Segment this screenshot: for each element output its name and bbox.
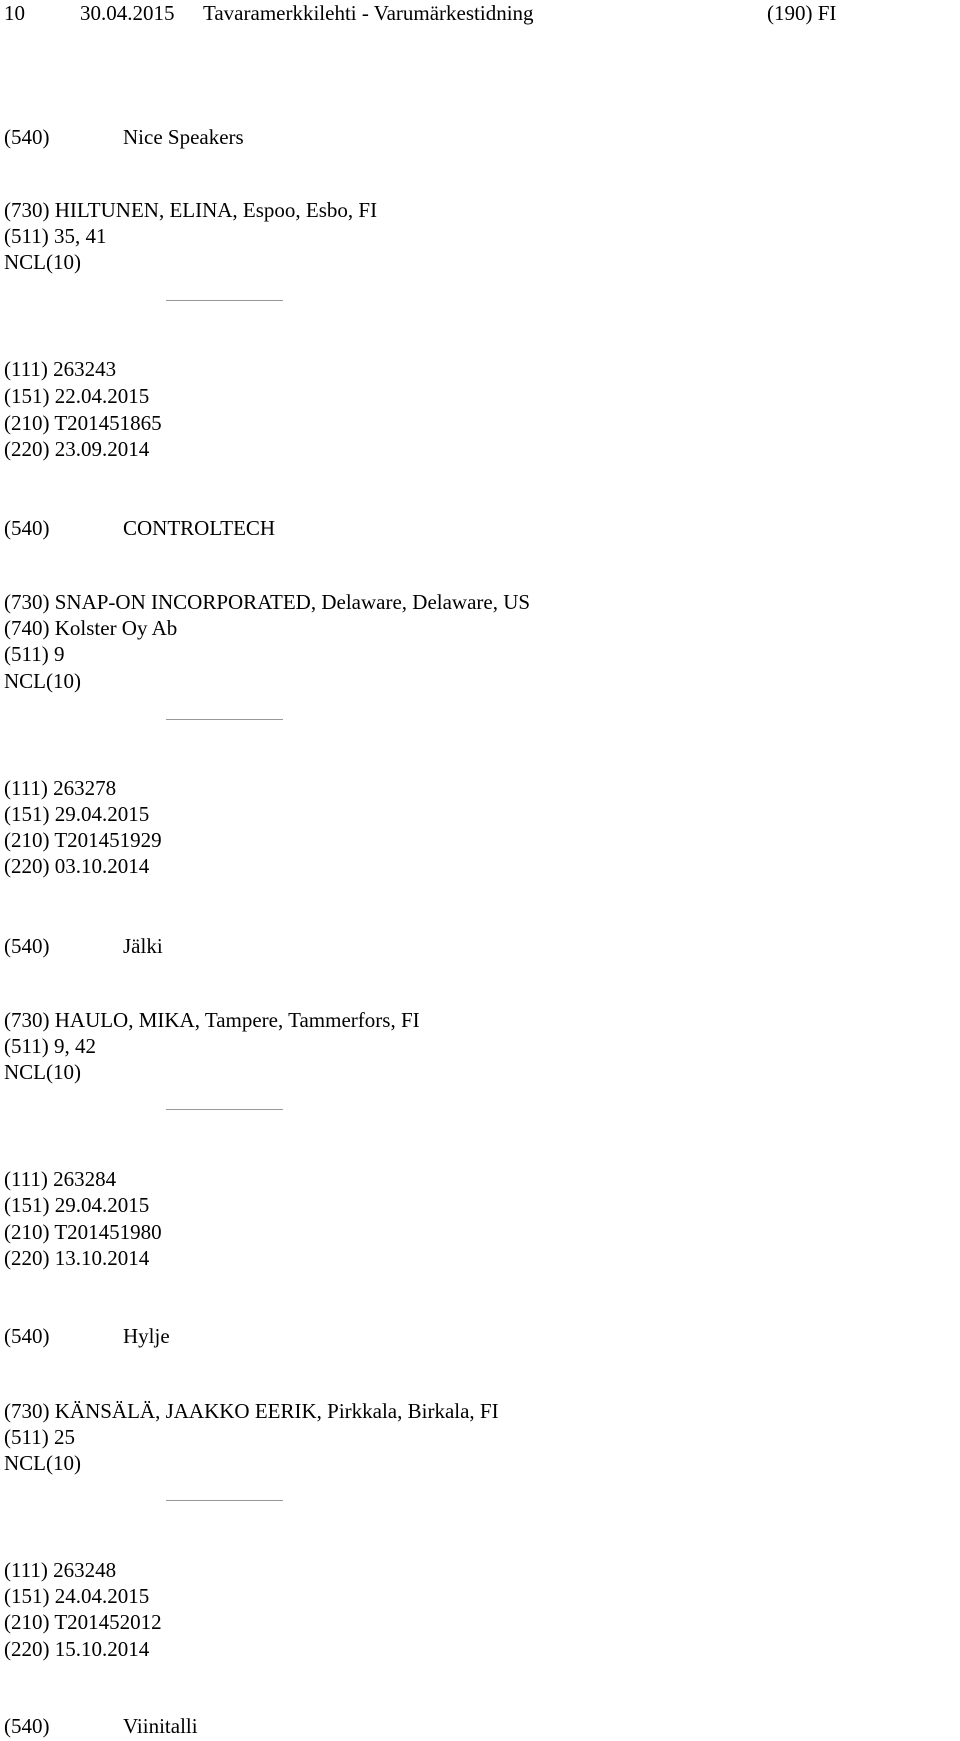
- mark-line: [4, 1713, 198, 1739]
- entry-line: (220) 03.10.2014: [4, 854, 150, 878]
- separator: [166, 719, 283, 720]
- entry-line: (730) KÄNSÄLÄ, JAAKKO EERIK, Pirkkala, Birkala, FI: [4, 1399, 499, 1423]
- mark-line: [4, 1323, 170, 1349]
- entry-line: NCL(10): [4, 250, 81, 274]
- entry-line: (111) 263248: [4, 1558, 117, 1582]
- issue-code: (190) FI: [767, 1, 837, 25]
- page-header: [4, 0, 954, 26]
- entry-line: (111) 263278: [4, 776, 117, 800]
- entry-line: (730) HILTUNEN, ELINA, Espoo, Esbo, FI: [4, 198, 378, 222]
- entry-line: NCL(10): [4, 1451, 81, 1475]
- mark-code: (540): [4, 1714, 50, 1738]
- publication-date: 30.04.2015: [80, 1, 175, 25]
- mark-name: Nice Speakers: [123, 125, 244, 149]
- page-number: 10: [4, 1, 25, 25]
- mark-code: (540): [4, 516, 50, 540]
- mark-line: [4, 124, 244, 150]
- entry-line: (740) Kolster Oy Ab: [4, 616, 178, 640]
- mark-name: Hylje: [123, 1324, 170, 1348]
- entry-line: (511) 35, 41: [4, 224, 107, 248]
- entry-line: (111) 263284: [4, 1167, 117, 1191]
- entry-line: (511) 9: [4, 642, 65, 666]
- entry-line: (151) 29.04.2015: [4, 1193, 150, 1217]
- entry-line: (730) HAULO, MIKA, Tampere, Tammerfors, FI: [4, 1008, 420, 1032]
- entry-line: (210) T201451865: [4, 411, 162, 435]
- entry-line: (220) 15.10.2014: [4, 1637, 150, 1661]
- mark-name: Viinitalli: [123, 1714, 198, 1738]
- mark-name: Jälki: [123, 934, 163, 958]
- entry-line: (151) 29.04.2015: [4, 802, 150, 826]
- entry-line: (511) 25: [4, 1425, 75, 1449]
- entry-line: (210) T201452012: [4, 1610, 162, 1634]
- entry-line: (111) 263243: [4, 357, 117, 381]
- entry-line: (730) SNAP-ON INCORPORATED, Delaware, Delaware, US: [4, 590, 531, 614]
- separator: [166, 1500, 283, 1501]
- entry-line: (220) 13.10.2014: [4, 1246, 150, 1270]
- mark-code: (540): [4, 1324, 50, 1348]
- separator: [166, 300, 283, 301]
- entry-line: (220) 23.09.2014: [4, 437, 150, 461]
- entry-line: (210) T201451980: [4, 1220, 162, 1244]
- mark-line: [4, 515, 275, 541]
- mark-line: [4, 933, 163, 959]
- entry-line: (210) T201451929: [4, 828, 162, 852]
- separator: [166, 1109, 283, 1110]
- mark-name: CONTROLTECH: [123, 516, 276, 540]
- entry-line: (511) 9, 42: [4, 1034, 96, 1058]
- mark-code: (540): [4, 934, 50, 958]
- entry-line: NCL(10): [4, 1060, 81, 1084]
- mark-code: (540): [4, 125, 50, 149]
- entry-line: (151) 22.04.2015: [4, 384, 150, 408]
- entry-line: (151) 24.04.2015: [4, 1584, 150, 1608]
- entry-line: NCL(10): [4, 669, 81, 693]
- publication-title: Tavaramerkkilehti - Varumärkestidning: [203, 1, 534, 25]
